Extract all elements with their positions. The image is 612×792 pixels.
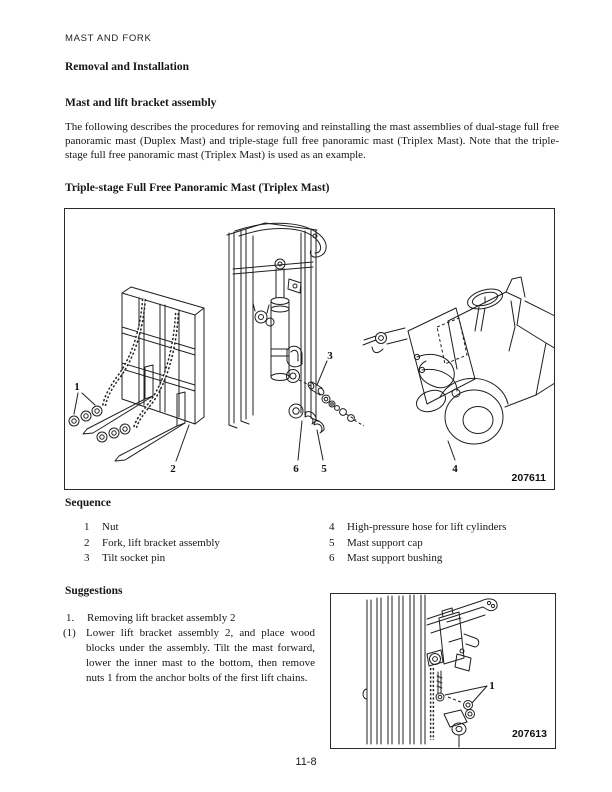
callout-1-nut: 1: [74, 381, 80, 393]
callout-6-mast-support-bushing: 6: [293, 463, 299, 475]
callout-1-group: [445, 680, 495, 703]
heading-sequence: Sequence: [65, 497, 111, 509]
heading-suggestions: Suggestions: [65, 585, 123, 597]
substep-text: Lower lift bracket assembly 2, and place wood blocks under the assembly. Tilt the mast forward, lower the inner mast to the bottom, then remove nuts 1 from the anchor bolts of the first lift chains.: [86, 627, 315, 684]
heading-mast-type: Triple-stage Full Free Panoramic Mast (Triplex Mast): [65, 182, 330, 194]
mast-channels: [363, 595, 425, 744]
item-number: 6: [329, 552, 335, 564]
section-header: MAST AND FORK: [65, 33, 152, 44]
fork-bracket-drawing: [69, 287, 204, 475]
nut-group-a: [69, 406, 102, 426]
heading-removal-installation: Removal and Installation: [65, 61, 189, 73]
intro-paragraph: The following describes the procedures for removing and reinstalling the mast assemblies of dual-stage full free panoramic mast (Duplex Mast) and triple-stage full free panoramic mast (Triplex Mast). Note that the triple-stage full free panoramic mast (Triplex Mast) is used as an example.: [65, 121, 559, 161]
item-number: 3: [84, 552, 90, 564]
bottom-bracket: [444, 710, 467, 747]
mast-exploded-drawing: [65, 209, 554, 489]
item-number: 2: [84, 536, 90, 549]
truck-drawing: [363, 277, 554, 475]
figure-mast-exploded-view: [64, 208, 555, 490]
item-label: Tilt socket pin: [102, 552, 166, 564]
item-number: 1: [84, 521, 90, 533]
step-title: Removing lift bracket assembly 2: [87, 612, 236, 624]
figure-chain-anchor-detail: [330, 593, 556, 749]
callout-4-high-pressure-hose: 4: [452, 463, 458, 475]
step-number: 1.: [66, 612, 75, 624]
item-label: Mast support cap: [347, 536, 423, 549]
figure-number-detail: 207613: [511, 728, 547, 740]
item-number: 4: [329, 521, 335, 533]
item-label: Fork, lift bracket assembly: [102, 536, 220, 549]
callout-5-mast-support-cap: 5: [321, 463, 327, 475]
figure-number-main: 207611: [511, 472, 546, 484]
callout-1-anchor-nuts: 1: [489, 680, 495, 692]
item-label: High-pressure hose for lift cylinders: [347, 521, 507, 533]
substep-number: (1): [63, 627, 76, 639]
nut-group-b: [97, 424, 130, 442]
chain-anchor-drawing: [331, 594, 555, 748]
item-label: Nut: [102, 521, 119, 533]
top-rails: [427, 599, 497, 633]
carriage-plate: [439, 608, 479, 671]
heading-mast-lift-bracket: Mast and lift bracket assembly: [65, 97, 217, 109]
item-label: Mast support bushing: [347, 552, 443, 564]
callout-2-bracket: 2: [170, 463, 176, 475]
page-number: 11-8: [295, 756, 317, 768]
callout-3-tilt-socket-pin: 3: [327, 350, 333, 362]
item-number: 5: [329, 536, 335, 549]
mast-drawing: [227, 223, 364, 475]
